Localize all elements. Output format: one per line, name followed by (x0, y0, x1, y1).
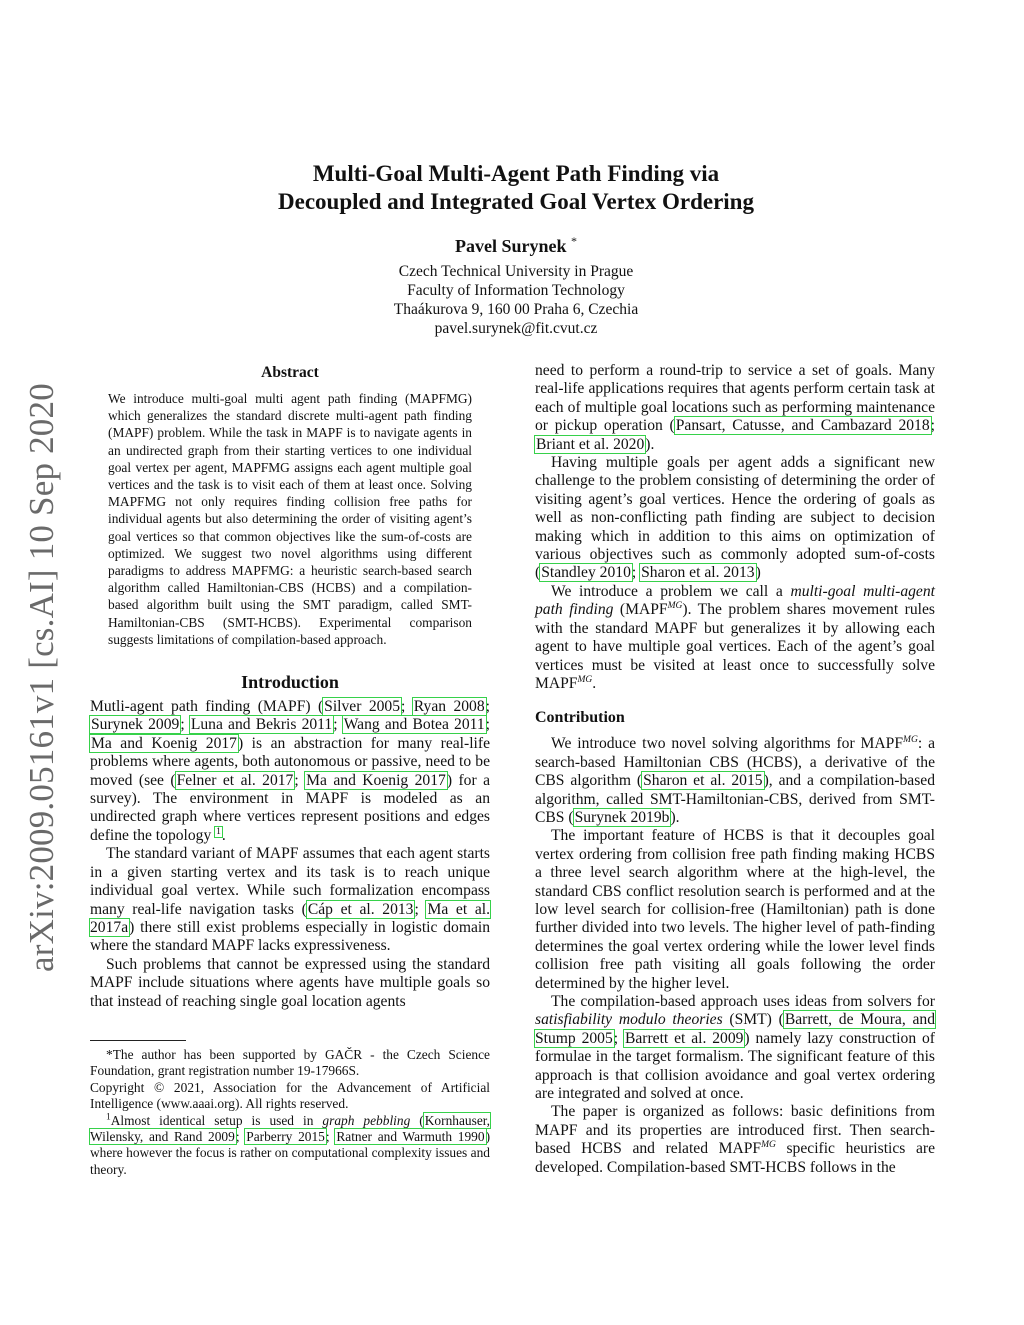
copyright-notice: Copyright © 2021, Association for the Advancement of Artificial Intelligence (www.aaai.org). All rights reserved. (90, 1079, 490, 1112)
citation-link[interactable]: Surynek 2019b (574, 808, 670, 826)
text-run: ) where however the focus is rather on computational complexity issues and theory. (90, 1129, 491, 1177)
citation-link[interactable]: Surynek 2009 (91, 716, 180, 734)
author-affiliation (300, 262, 732, 338)
title-line-1: Multi-Goal Multi-Agent Path Finding via (312, 161, 720, 186)
right-paragraph-7 (535, 1103, 935, 1177)
left-column (90, 362, 490, 1011)
abstract-body: We introduce multi-goal multi agent path finding (MAPFMG) which generalizes the standard discrete multi-agent path finding (MAPF) problem. While the task in MAPF is to navigate agents in an undirected graph from their starting vertices to one individual goal vertex per agent, MAPFMG assigns each agent multiple goal vertices and the task is to visit each of them at least once. Solving MAPFMG not only requires finding collision free paths for individual agents but also determining the order of visiting agent’s goal vertices so that common objectives like the sum-of-costs are optimized. We suggest two novel algorithms using different paradigms to address MAPFMG: a heuristic search-based search algorithm called Hamiltonian-CBS (HCBS) and a compilation-based algorithm built using the SMT paradigm, called SMT-Hamiltonian-CBS (SMT-HCBS). Experimental comparison suggests limitations of compilation-based approach. (108, 391, 472, 647)
citation-link[interactable]: Briant et al. 2020 (536, 435, 645, 453)
intro-paragraph-2 (90, 845, 490, 955)
citation-link[interactable]: Barrett, de Moura, and Stump 2005 (535, 1011, 935, 1047)
introduction-heading: Introduction (241, 672, 339, 693)
emphasis-text: graph pebbling (322, 1112, 411, 1128)
citation-link[interactable]: Cáp et al. 2013 (307, 900, 414, 918)
footnote-rule (90, 1040, 186, 1041)
citation-link[interactable]: Ma and Koenig 2017 (306, 771, 446, 789)
text-run: ; (485, 698, 490, 716)
text-run: Having multiple goals per agent adds a significant new challenge to the problem consisting of determining the order of visiting agent’s goal vertices. Hence the ordering of goals as well as non-conflicting path finding are subject to decision making which in addition to this aims on optimization of various objectives such as commonly adopted sum-of-costs ( (535, 454, 935, 582)
text-run: ; (294, 771, 306, 789)
citation-link[interactable]: Ratner and Warmuth 1990 (336, 1129, 485, 1145)
footnote-link[interactable]: 1 (216, 826, 221, 837)
superscript-mg: MG (903, 735, 918, 746)
superscript-mg: MG (761, 1140, 776, 1151)
citation-link[interactable]: Ma and Koenig 2017 (91, 734, 237, 752)
citation-link[interactable]: Kornhauser, Wilensky, and Rand 2009 (90, 1112, 491, 1145)
footnote-number: 1 (106, 1112, 111, 1123)
text-run: ; (333, 716, 343, 734)
affiliation-university: Czech Technical University in Prague (398, 263, 634, 280)
author-email: pavel.surynek@fit.cvut.cz (434, 320, 598, 337)
author-footnote-mark: * (571, 234, 577, 248)
emphasis-text: multi-goal multi-agent path finding (535, 582, 935, 619)
right-paragraph-3 (535, 583, 935, 693)
text-run: ) for a survey). The environment in MAPF is modeled as an undirected graph where vertices represent positions and edges define the topology (90, 771, 490, 844)
footnote-1 (90, 1113, 490, 1179)
text-run: (MAPF (613, 601, 668, 619)
paper-title (200, 160, 832, 216)
right-paragraph-1 (535, 362, 935, 454)
footnotes (90, 1040, 490, 1178)
text-run: ) is an abstraction for many real-life problems where agents, both autonomous or passive, need to be moved (see ( (90, 734, 490, 789)
text-run: ). (670, 808, 680, 826)
footnote-funding: *The author has been supported by GAČR - the Czech Science Foundation, grant registration number 19-17966S. (90, 1047, 490, 1079)
citation-link[interactable]: Sharon et al. 2015 (643, 772, 763, 790)
text-run: ). (645, 435, 655, 453)
text-run: : a search-based Hamiltonian CBS (HCBS), a derivative of the CBS algorithm ( (535, 735, 935, 790)
citation-link[interactable]: Silver 2005 (324, 698, 401, 716)
citation-link[interactable]: Felner et al. 2017 (176, 771, 294, 789)
right-paragraph-6 (535, 993, 935, 1103)
text-run: (SMT) ( (722, 1011, 784, 1029)
citation-link[interactable]: Sharon et al. 2013 (641, 564, 755, 582)
text-run: ), and a compilation-based algorithm, called SMT-Hamiltonian-CBS, derived from SMT-CBS ( (535, 772, 935, 826)
text-run: specific heuristics are developed. Compilation-based SMT-HCBS follows in the (535, 1140, 935, 1176)
citation-link[interactable]: Luna and Bekris 2011 (190, 716, 333, 734)
affiliation-address: Thaákurova 9, 160 00 Praha 6, Czechia (393, 301, 639, 318)
text-run: ). The problem shares movement rules with the standard MAPF but generalizes it by allowing each agent to have multiple goal vertices. Each of the agent’s goal vertices must be visited at least once to successfully solve MAPF (535, 601, 935, 692)
citation-link[interactable]: Parberry 2015 (246, 1129, 325, 1145)
right-column (535, 362, 935, 1177)
author-name-text: Pavel Surynek (454, 236, 567, 256)
text-run: ) there still exist problems especially in logistic domain where the standard MAPF lacks expressiveness. (90, 918, 490, 955)
text-run: ( (410, 1112, 424, 1128)
text-run: ; (631, 564, 641, 582)
right-paragraph-2 (535, 454, 935, 583)
text-run: Almost identical setup is used in (110, 1112, 323, 1128)
text-run: . (221, 826, 226, 844)
intro-paragraph-1 (90, 698, 490, 845)
affiliation-faculty: Faculty of Information Technology (407, 282, 625, 299)
text-run: ; (325, 1129, 336, 1145)
emphasis-text: satisfiability modulo theories (535, 1011, 723, 1029)
text-run: ; (180, 716, 190, 734)
text-run: ; (414, 900, 427, 918)
citation-link[interactable]: Ma et al. 2017a (90, 900, 490, 936)
right-paragraph-5: The important feature of HCBS is that it decouples goal vertex ordering from collision free path finding making HCBS a three level search algorithm where at the high-level, the standard CBS conflict resolution search is performed and at the low level search for collision-free (Hamiltonian) path is done further divided into two levels. The higher level of path-finding determines the goal vertex ordering while the lower level finds collision free path visiting all goals following the order determined by the higher level. (535, 827, 935, 992)
text-run: ; (613, 1029, 624, 1047)
superscript-mg: MG (667, 601, 683, 612)
author-name (300, 234, 732, 258)
citation-link[interactable]: Pansart, Catusse, and Cambazard 2018 (675, 417, 930, 435)
abstract-heading: Abstract (261, 364, 319, 381)
text-run: . (592, 674, 597, 692)
text-run: The paper is organized as follows: basic definitions from MAPF and its properties are introduced first. Then search-based HCBS and related MAPF (535, 1103, 935, 1158)
text-run: The compilation-based approach uses ideas from solvers for (551, 993, 935, 1010)
arxiv-sidebar-id: arXiv:2009.05161v1 [cs.AI] 10 Sep 2020 (22, 383, 61, 972)
text-run: Mutli-agent path finding (MAPF) ( (90, 698, 324, 716)
text-run: ; (485, 716, 490, 734)
citation-link[interactable]: Barrett et al. 2009 (624, 1029, 744, 1047)
text-run: ) (755, 564, 761, 582)
citation-link[interactable]: Standley 2010 (541, 564, 631, 582)
text-run: ) namely lazy construction of formulae in the target formalism. The significant feature of this approach is that collision avoidance and goal vertex ordering are integrated and solved at once. (535, 1029, 935, 1103)
title-line-2: Decoupled and Integrated Goal Vertex Ordering (278, 189, 754, 214)
text-run: ; (235, 1129, 246, 1145)
citation-link[interactable]: Wang and Botea 2011 (343, 716, 485, 734)
text-run: ; (401, 698, 413, 716)
text-run: We introduce two novel solving algorithms for MAPF (551, 735, 904, 753)
intro-paragraph-3: Such problems that cannot be expressed using the standard MAPF include situations where agents have multiple goals so that instead of reaching single goal location agents (90, 955, 490, 1010)
text-run: We introduce a problem we call a (551, 582, 791, 600)
text-run: ; (930, 417, 935, 435)
superscript-mg: MG (577, 674, 593, 685)
text-run: The standard variant of MAPF assumes that each agent starts in a given starting vertex and its task is to reach unique individual goal vertex. While such formalization encompass many real-life navigation tasks ( (90, 845, 490, 918)
text-run: need to perform a round-trip to service a set of goals. Many real-life applications requires that agents perform certain task at each of multiple goal locations such as performing maintenance or pickup operation ( (535, 362, 935, 435)
right-paragraph-4 (535, 735, 935, 827)
contribution-heading: Contribution (535, 709, 625, 727)
citation-link[interactable]: Ryan 2008 (413, 698, 485, 716)
